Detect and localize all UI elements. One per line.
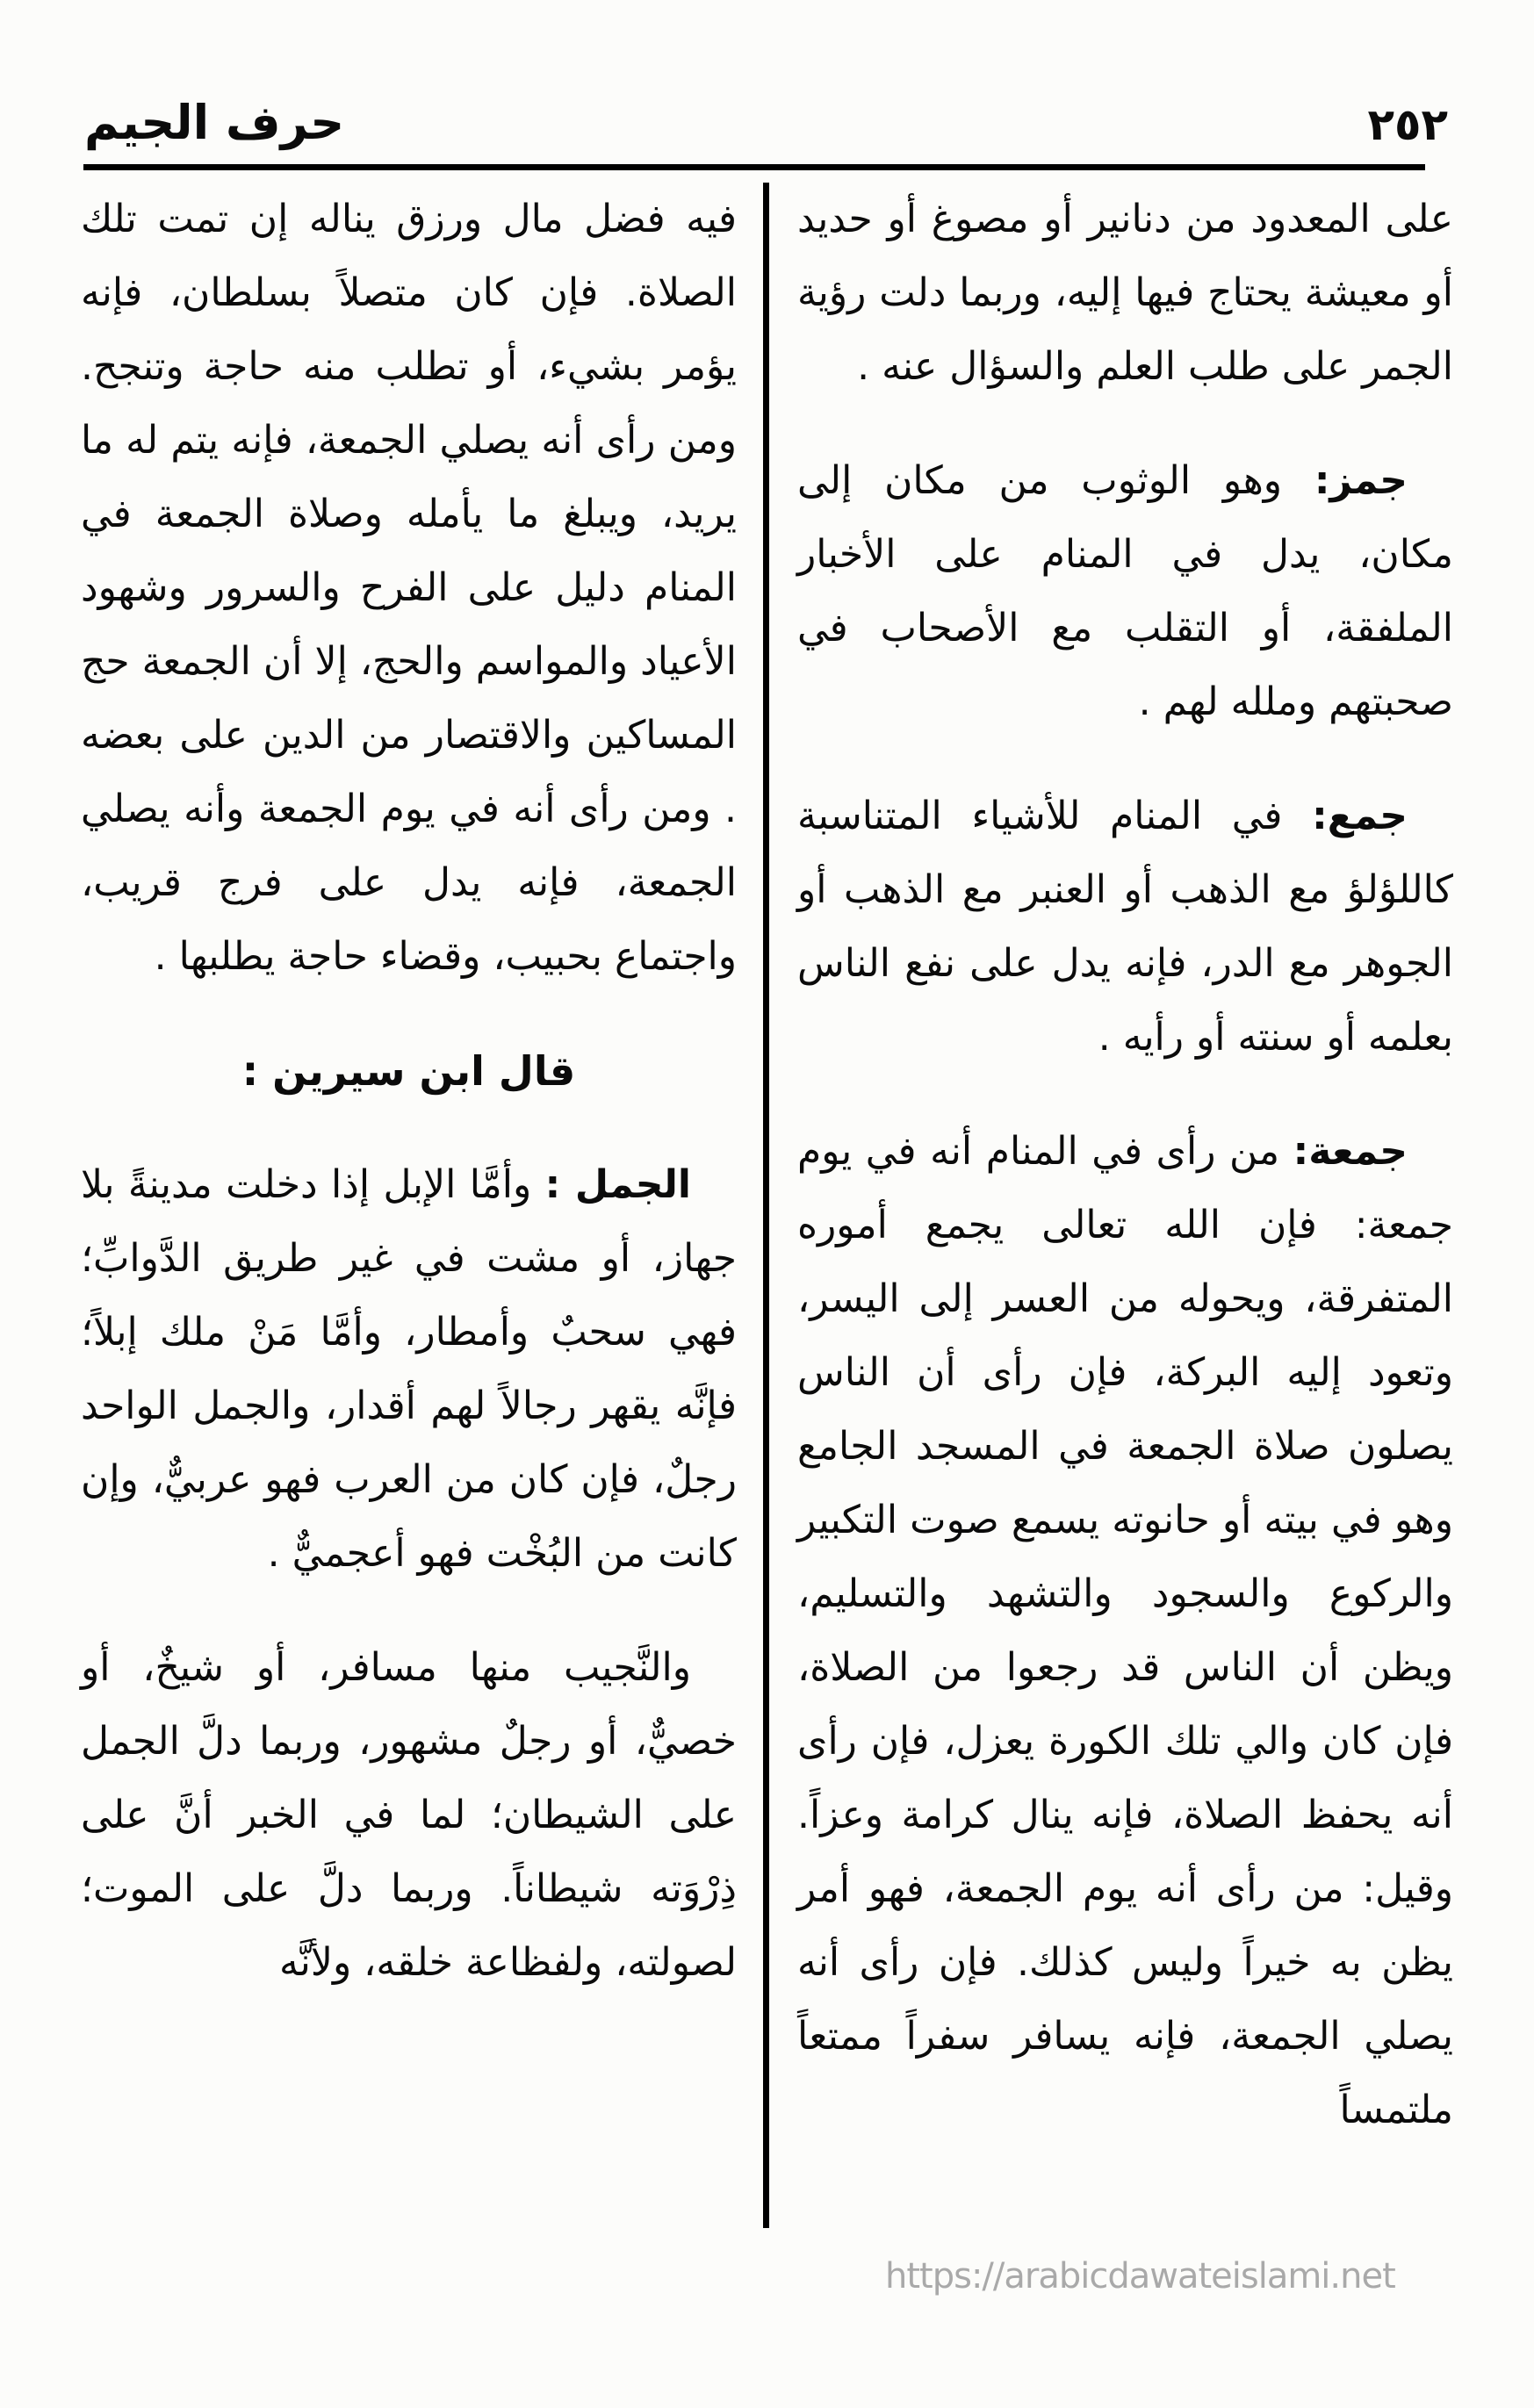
column-divider bbox=[763, 183, 769, 2228]
entry-term: جمز: bbox=[1314, 458, 1408, 503]
paragraph-text: فيه فضل مال ورزق يناله إن تمت تلك الصلاة. فإن كان متصلاً بسلطان، فإنه يؤمر بشيء، أو تطلب منه حاجة وتنجح. ومن رأى أنه يصلي الجمعة، فإنه يتم له ما يريد، ويبلغ ما يأمله وصلاة الجمعة في المنام دليل على الفرح والسرور وشهود الأعياد والمواسم والحج، إلا أن الجمعة حج المساكين والاقتصار من الدين على بعضه . ومن رأى أنه في يوم الجمعة وأنه يصلي الجمعة، فإنه يدل على فرج قريب، واجتماع بحبيب، وقضاء حاجة يطلبها . bbox=[81, 197, 737, 979]
paragraph-text: على المعدود من دنانير أو مصوغ أو حديد أو معيشة يحتاج فيها إليه، وربما دلت رؤية الجمر على طلب العلم والسؤال عنه . bbox=[797, 197, 1453, 389]
watermark-url: https://arabicdawateislami.net bbox=[885, 2256, 1395, 2297]
chapter-title: حرف الجيم bbox=[84, 95, 345, 150]
entry-term: الجمل : bbox=[544, 1162, 692, 1207]
paragraph-continuation bbox=[81, 183, 737, 994]
dream-entry-jamz bbox=[797, 444, 1453, 739]
entry-text: من رأى في المنام أنه في يوم جمعة: فإن الله تعالى يجمع أموره المتفرقة، ويحوله من العسر إلى اليسر، وتعود إليه البركة، فإن رأى أن الناس يصلون صلاة الجمعة في المسجد الجامع وهو في بيته أو حانوته يسمع صوت التكبير والركوع والسجود والتشهد والتسليم، ويظن أن الناس قد رجعوا من الصلاة، فإن كان والي تلك الكورة يعزل، فإن رأى أنه يحفظ الصلاة، فإنه ينال كرامة وعزاً. وقيل: من رأى أنه يوم الجمعة، فهو أمر يظن به خيراً وليس كذلك. فإن رأى أنه يصلي الجمعة، فإنه يسافر سفراً ممتعاً ملتمساً bbox=[797, 1129, 1453, 2132]
ibn-sirin-heading: قال ابن سيرين : bbox=[241, 1047, 576, 1095]
entry-term: جمعة: bbox=[1293, 1129, 1408, 1174]
paragraph-najeeb bbox=[81, 1631, 737, 2000]
dream-entry-jam bbox=[797, 780, 1453, 1075]
paragraph-continuation bbox=[797, 183, 1453, 404]
entry-text: وهو الوثوب من مكان إلى مكان، يدل في المنام على الأخبار الملفقة، أو التقلب مع الأصحاب في صحبتهم وملله لهم . bbox=[797, 458, 1453, 724]
column-right bbox=[769, 183, 1453, 2147]
paragraph-text: والنَّجيب منها مسافر، أو شيخٌ، أو خصيٌّ، أو رجلٌ مشهور، وربما دلَّ الجمل على الشيطان؛ لما في الخبر أنَّ على ذِرْوَته شيطاناً. وربما دلَّ على الموت؛ لصولته، ولفظاعة خلقه، ولأنَّه bbox=[81, 1645, 737, 1985]
entry-text: في المنام للأشياء المتناسبة كاللؤلؤ مع الذهب أو العنبر مع الذهب أو الجوهر مع الدر، فإنه يدل على نفع الناس بعلمه أو سنته أو رأيه . bbox=[797, 794, 1453, 1060]
page-number: ٢٥٢ bbox=[1367, 99, 1448, 150]
column-left bbox=[81, 183, 763, 2000]
entry-term: جمع: bbox=[1312, 794, 1408, 838]
dream-entry-jamal bbox=[81, 1148, 737, 1591]
page-header bbox=[0, 0, 1534, 159]
dream-entry-jumuah bbox=[797, 1115, 1453, 2147]
header-rule bbox=[83, 164, 1425, 170]
page-body bbox=[0, 170, 1534, 2228]
entry-text: وأمَّا الإبل إذا دخلت مدينةً بلا جهاز، أو مشت في غير طريق الدَّوابِّ؛ فهي سحبٌ وأمطار، وأمَّا مَنْ ملك إبلاً؛ فإنَّه يقهر رجالاً لهم أقدار، والجمل الواحد رجلٌ، فإن كان من العرب فهو عربيٌّ، وإن كانت من البُخْت فهو أعجميٌّ . bbox=[81, 1162, 737, 1576]
